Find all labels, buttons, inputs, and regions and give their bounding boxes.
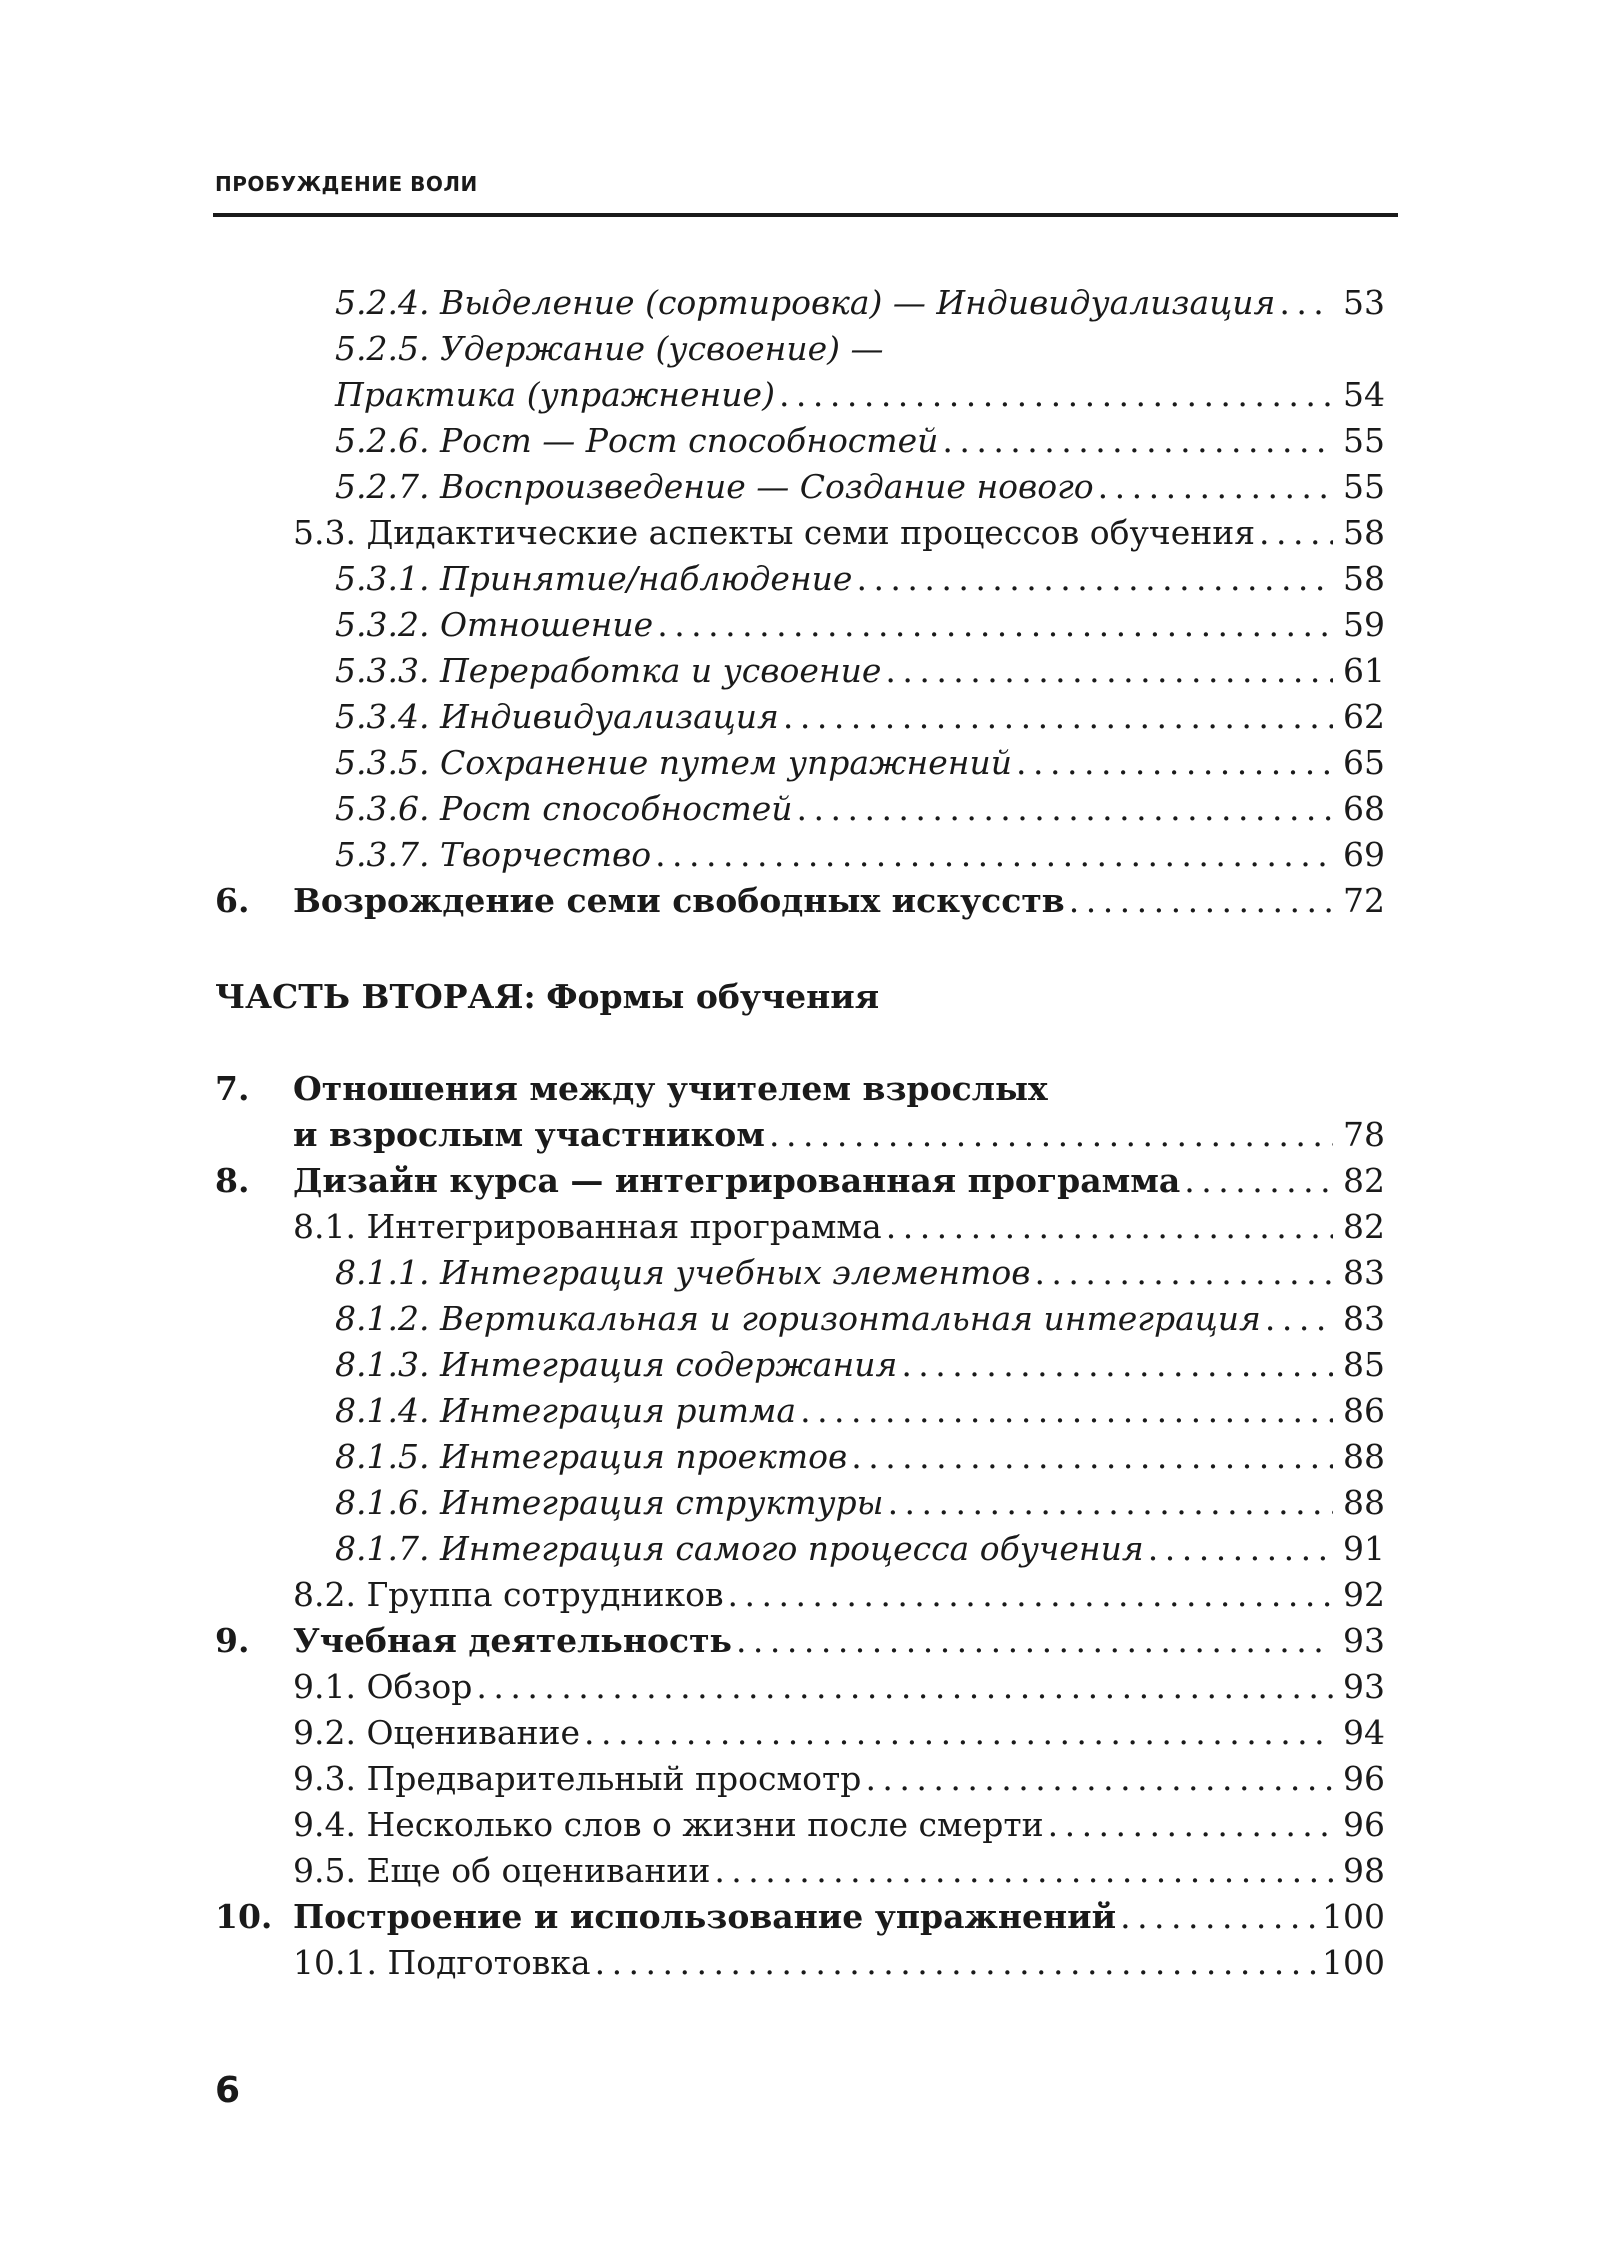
dot-leader bbox=[714, 1848, 1333, 1894]
toc-entry-label: 8.1. Интегрированная программа bbox=[293, 1207, 882, 1246]
dot-leader bbox=[1259, 510, 1333, 556]
toc-entry-page: 78 bbox=[1343, 1115, 1385, 1154]
toc-entry-number: 7. bbox=[215, 1069, 250, 1108]
toc-entry-label: 5.3.4. Индивидуализация bbox=[335, 697, 779, 736]
toc-entry-page: 82 bbox=[1343, 1161, 1385, 1200]
toc-entry-label: 9.4. Несколько слов о жизни после смерти bbox=[293, 1805, 1044, 1844]
dot-leader bbox=[779, 372, 1333, 418]
toc-entry bbox=[215, 1066, 1385, 1112]
toc-entry bbox=[215, 832, 1385, 878]
toc-entry-page: 53 bbox=[1343, 283, 1385, 322]
dot-leader bbox=[736, 1618, 1333, 1664]
dot-leader bbox=[888, 1480, 1333, 1526]
toc-entry-page: 55 bbox=[1343, 467, 1385, 506]
toc-entry bbox=[215, 1112, 1385, 1158]
toc-entry bbox=[215, 464, 1385, 510]
toc-entry bbox=[215, 602, 1385, 648]
toc-entry-label: 5.3. Дидактические аспекты семи процессов обучения bbox=[293, 513, 1256, 552]
toc-entry bbox=[215, 1388, 1385, 1434]
toc-entry-page: 65 bbox=[1343, 743, 1385, 782]
page-number: 6 bbox=[215, 2070, 241, 2111]
dot-leader bbox=[942, 418, 1333, 464]
dot-leader bbox=[728, 1572, 1333, 1618]
toc-entry bbox=[215, 556, 1385, 602]
toc-entry-label: 5.2.4. Выделение (сортировка) — Индивидуализация bbox=[335, 283, 1276, 322]
toc-entry-page: 61 bbox=[1343, 651, 1385, 690]
toc-entry bbox=[215, 1802, 1385, 1848]
toc-entry bbox=[215, 1894, 1385, 1940]
part-two-title bbox=[215, 977, 879, 1016]
toc-entry-page: 83 bbox=[1343, 1253, 1385, 1292]
toc-entry-label: 8.1.7. Интеграция самого процесса обучения bbox=[335, 1529, 1144, 1568]
toc-entry-label: Построение и использование упражнений bbox=[293, 1897, 1117, 1936]
dot-leader bbox=[769, 1112, 1333, 1158]
toc-entry-label: 5.3.7. Творчество bbox=[335, 835, 652, 874]
toc-entry-label: 9.5. Еще об оценивании bbox=[293, 1851, 711, 1890]
dot-leader bbox=[1148, 1526, 1333, 1572]
running-title: ПРОБУЖДЕНИЕ ВОЛИ bbox=[215, 172, 478, 196]
toc-entry-page: 96 bbox=[1343, 1805, 1385, 1844]
dot-leader bbox=[851, 1434, 1333, 1480]
toc-entry bbox=[215, 1434, 1385, 1480]
toc-entry-label: 8.1.1. Интеграция учебных элементов bbox=[335, 1253, 1031, 1292]
toc-entry-label: 9.2. Оценивание bbox=[293, 1713, 581, 1752]
toc-entry-number: 9. bbox=[215, 1621, 250, 1660]
toc-entry bbox=[215, 1480, 1385, 1526]
toc-part-two bbox=[215, 1066, 1385, 1986]
toc-entry-label: и взрослым участником bbox=[293, 1115, 765, 1154]
toc-entry-page: 58 bbox=[1343, 559, 1385, 598]
toc-entry-label: 9.3. Предварительный просмотр bbox=[293, 1759, 862, 1798]
toc-entry-label: 5.3.1. Принятие/наблюдение bbox=[335, 559, 853, 598]
toc-part-one bbox=[215, 280, 1385, 924]
toc-entry-label: 5.2.5. Удержание (усвоение) — bbox=[335, 329, 884, 368]
toc-entry-label: Учебная деятельность bbox=[293, 1621, 732, 1660]
dot-leader bbox=[1034, 1250, 1333, 1296]
toc-entry-label: 8.1.6. Интеграция структуры bbox=[335, 1483, 884, 1522]
dot-leader bbox=[657, 602, 1333, 648]
toc-entry bbox=[215, 648, 1385, 694]
toc-entry bbox=[215, 1572, 1385, 1618]
toc-entry-page: 94 bbox=[1343, 1713, 1385, 1752]
toc-entry-label: 5.3.6. Рост способностей bbox=[335, 789, 793, 828]
header-rule bbox=[213, 213, 1398, 217]
toc-entry bbox=[215, 1296, 1385, 1342]
dot-leader bbox=[797, 786, 1333, 832]
toc-entry-page: 72 bbox=[1343, 881, 1385, 920]
toc-entry-label: 5.2.7. Воспроизведение — Создание нового bbox=[335, 467, 1094, 506]
toc-entry-page: 68 bbox=[1343, 789, 1385, 828]
toc-entry bbox=[215, 280, 1385, 326]
toc-entry-page: 55 bbox=[1343, 421, 1385, 460]
toc-entry-label: 8.1.4. Интеграция ритма bbox=[335, 1391, 797, 1430]
dot-leader bbox=[1120, 1894, 1318, 1940]
toc-entry bbox=[215, 1710, 1385, 1756]
part-two-name: Формы обучения bbox=[546, 977, 880, 1016]
toc-entry-page: 100 bbox=[1322, 1897, 1385, 1936]
toc-entry bbox=[215, 1526, 1385, 1572]
toc-entry bbox=[215, 418, 1385, 464]
toc-entry bbox=[215, 326, 1385, 372]
dot-leader bbox=[1048, 1802, 1333, 1848]
toc-entry bbox=[215, 1342, 1385, 1388]
dot-leader bbox=[800, 1388, 1333, 1434]
toc-entry bbox=[215, 510, 1385, 556]
toc-entry-label: Отношения между учителем взрослых bbox=[293, 1069, 1048, 1108]
toc-entry-page: 54 bbox=[1343, 375, 1385, 414]
toc-entry-label: Возрождение семи свободных искусств bbox=[293, 881, 1065, 920]
toc-entry-page: 58 bbox=[1343, 513, 1385, 552]
toc-entry bbox=[215, 694, 1385, 740]
dot-leader bbox=[476, 1664, 1333, 1710]
dot-leader bbox=[865, 1756, 1333, 1802]
toc-entry bbox=[215, 1664, 1385, 1710]
toc-entry bbox=[215, 1158, 1385, 1204]
toc-entry-label: 8.1.2. Вертикальная и горизонтальная интеграция bbox=[335, 1299, 1261, 1338]
toc-entry-label: 10.1. Подготовка bbox=[293, 1943, 591, 1982]
toc-entry-page: 91 bbox=[1343, 1529, 1385, 1568]
toc-entry-label: 5.3.5. Сохранение путем упражнений bbox=[335, 743, 1013, 782]
dot-leader bbox=[1279, 280, 1333, 326]
part-two-prefix: ЧАСТЬ ВТОРАЯ: bbox=[215, 977, 536, 1016]
toc-entry-page: 85 bbox=[1343, 1345, 1385, 1384]
toc-entry-label: 8.1.5. Интеграция проектов bbox=[335, 1437, 848, 1476]
toc-entry bbox=[215, 1848, 1385, 1894]
toc-entry bbox=[215, 878, 1385, 924]
toc-entry-page: 96 bbox=[1343, 1759, 1385, 1798]
toc-entry-page: 98 bbox=[1343, 1851, 1385, 1890]
toc-entry-page: 93 bbox=[1343, 1621, 1385, 1660]
dot-leader bbox=[1265, 1296, 1333, 1342]
toc-entry-label: 8.1.3. Интеграция содержания bbox=[335, 1345, 898, 1384]
dot-leader bbox=[856, 556, 1333, 602]
toc-entry bbox=[215, 372, 1385, 418]
toc-entry-number: 6. bbox=[215, 881, 250, 920]
toc-entry-page: 100 bbox=[1322, 1943, 1385, 1982]
toc-entry-label: 5.2.6. Рост — Рост способностей bbox=[335, 421, 939, 460]
toc-entry-page: 88 bbox=[1343, 1437, 1385, 1476]
toc-entry-page: 82 bbox=[1343, 1207, 1385, 1246]
dot-leader bbox=[886, 1204, 1333, 1250]
toc-entry-page: 88 bbox=[1343, 1483, 1385, 1522]
toc-entry-number: 10. bbox=[215, 1897, 273, 1936]
dot-leader bbox=[595, 1940, 1318, 1986]
dot-leader bbox=[783, 694, 1333, 740]
dot-leader bbox=[1098, 464, 1333, 510]
toc-entry-label: 9.1. Обзор bbox=[293, 1667, 473, 1706]
toc-entry bbox=[215, 1204, 1385, 1250]
toc-entry-page: 86 bbox=[1343, 1391, 1385, 1430]
dot-leader bbox=[1184, 1158, 1333, 1204]
toc-entry-page: 59 bbox=[1343, 605, 1385, 644]
toc-entry-page: 62 bbox=[1343, 697, 1385, 736]
toc-entry bbox=[215, 1940, 1385, 1986]
toc-entry-label: 8.2. Группа сотрудников bbox=[293, 1575, 724, 1614]
toc-entry-label: 5.3.3. Переработка и усвоение bbox=[335, 651, 882, 690]
toc-entry bbox=[215, 1756, 1385, 1802]
dot-leader bbox=[901, 1342, 1333, 1388]
toc-entry bbox=[215, 1250, 1385, 1296]
toc-entry-page: 93 bbox=[1343, 1667, 1385, 1706]
toc-entry bbox=[215, 1618, 1385, 1664]
toc-entry-page: 92 bbox=[1343, 1575, 1385, 1614]
toc-entry-number: 8. bbox=[215, 1161, 250, 1200]
toc-entry-label: Практика (упражнение) bbox=[335, 375, 775, 414]
toc-entry bbox=[215, 740, 1385, 786]
toc-entry-page: 69 bbox=[1343, 835, 1385, 874]
toc-entry bbox=[215, 786, 1385, 832]
dot-leader bbox=[1069, 878, 1333, 924]
toc-entry-label: Дизайн курса — интегрированная программа bbox=[293, 1161, 1181, 1200]
toc-entry-label: 5.3.2. Отношение bbox=[335, 605, 654, 644]
dot-leader bbox=[885, 648, 1333, 694]
dot-leader bbox=[1016, 740, 1333, 786]
toc-entry-page: 83 bbox=[1343, 1299, 1385, 1338]
dot-leader bbox=[584, 1710, 1333, 1756]
dot-leader bbox=[655, 832, 1333, 878]
